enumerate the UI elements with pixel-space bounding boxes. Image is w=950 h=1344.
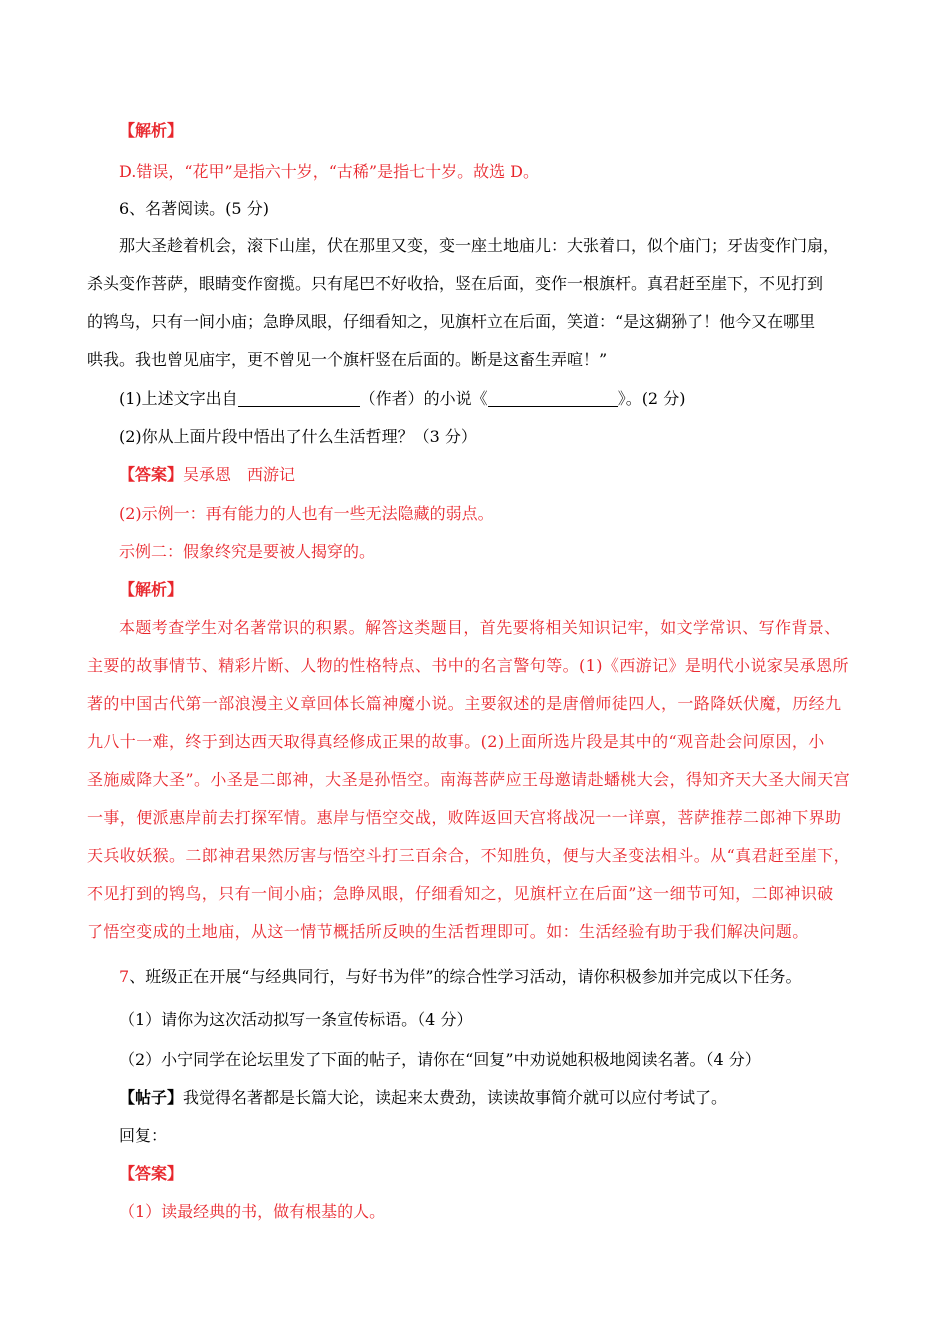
- post-text: 我觉得名著都是长篇大论，读起来太费劲，读读故事简介就可以应付考试了。: [183, 1088, 728, 1107]
- analysis-line: 本题考查学生对名著常识的积累。解答这类题目，首先要将相关知识记牢，如文学常识、写作背景、: [119, 618, 841, 637]
- answer-label: 【答案】: [119, 465, 184, 484]
- analysis-line: 天兵收妖猴。二郎神君果然厉害与悟空斗打三百余合，不知胜负，便与大圣变法相斗。从“真君赶至崖下，: [87, 846, 850, 865]
- title-blank[interactable]: [488, 390, 618, 407]
- analysis-text: D.错误，“花甲”是指六十岁，“古稀”是指七十岁。故选 D。: [119, 162, 539, 181]
- analysis-heading: 【解析】: [119, 121, 184, 140]
- sub-1-prefix: (1)上述文字出自: [119, 389, 238, 408]
- question-6-sub-2: (2)你从上面片段中悟出了什么生活哲理？（3 分）: [119, 427, 477, 446]
- analysis-line: 了悟空变成的土地庙，从这一情节概括所反映的生活哲理即可。如：生活经验有助于我们解决问题。: [87, 922, 809, 941]
- question-6-title: 6、名著阅读。(5 分): [119, 199, 269, 218]
- sub-1-mid: （作者）的小说《: [359, 389, 488, 408]
- question-7-title: [119, 967, 802, 987]
- passage-line: 那大圣趁着机会，滚下山崖，伏在那里又变，变一座土地庙儿：大张着口，似个庙门；牙齿变作门扇，: [119, 236, 840, 255]
- analysis-line: 主要的故事情节、精彩片断、人物的性格特点、书中的名言警句等。(1)《西游记》是明代小说家吴承恩所: [87, 656, 849, 675]
- question-6-sub-1: [119, 389, 685, 409]
- analysis-heading: 【解析】: [119, 580, 184, 599]
- analysis-line: 九八十一难，终于到达西天取得真经修成正果的故事。(2)上面所选片段是其中的“观音赴会问原因，小: [87, 732, 825, 751]
- question-7-number: 7: [119, 967, 130, 986]
- analysis-line: 不见打到的鸨鸟，只有一间小庙；急睁凤眼，仔细看知之，见旗杆立在后面”这一细节可知，二郎神识破: [87, 884, 834, 903]
- answer-row: [119, 465, 295, 485]
- answer-text: 吴承恩 西游记: [183, 465, 296, 484]
- analysis-line: 著的中国古代第一部浪漫主义章回体长篇神魔小说。主要叙述的是唐僧师徒四人，一路降妖伏魔，历经九: [87, 694, 842, 713]
- answer-label: 【答案】: [119, 1164, 184, 1183]
- passage-line: 哄我。我也曾见庙宇，更不曾见一个旗杆竖在后面的。断是这畜生弄喧！”: [87, 350, 608, 369]
- passage-line: 杀头变作菩萨，眼睛变作窗揽。只有尾巴不好收拾，竖在后面，变作一根旗杆。真君赶至崖下，不见打到: [87, 274, 824, 293]
- post-row: [119, 1088, 727, 1108]
- example-1: (2)示例一：再有能力的人也有一些无法隐藏的弱点。: [119, 504, 494, 523]
- author-blank[interactable]: [238, 390, 360, 407]
- question-7-sub-2: （2）小宁同学在论坛里发了下面的帖子，请你在“回复”中劝说她积极地阅读名著。（4 分）: [119, 1050, 761, 1069]
- question-7-sub-1: （1）请你为这次活动拟写一条宣传标语。（4 分）: [119, 1010, 473, 1029]
- question-7-text: 、班级正在开展“与经典同行，与好书为伴”的综合性学习活动，请你积极参加并完成以下任务。: [129, 967, 802, 986]
- analysis-line: 一事，便派惠岸前去打探军情。惠岸与悟空交战，败阵返回天宫将战况一一详禀，菩萨推荐二郎神下界助: [87, 808, 842, 827]
- post-label: 【帖子】: [119, 1088, 184, 1107]
- example-2: 示例二：假象终究是要被人揭穿的。: [119, 542, 376, 561]
- answer-1: （1）读最经典的书，做有根基的人。: [119, 1202, 386, 1221]
- reply-label: 回复：: [119, 1126, 168, 1145]
- sub-1-suffix: 》。(2 分): [617, 389, 686, 408]
- passage-line: 的鸨鸟，只有一间小庙；急睁凤眼，仔细看知之，见旗杆立在后面，笑道：“是这猢狲了！他今又在哪里: [87, 312, 816, 331]
- analysis-line: 圣施威降大圣”。小圣是二郎神，大圣是孙悟空。南海菩萨应王母邀请赴蟠桃大会，得知齐天大圣大闹天宫: [87, 770, 850, 789]
